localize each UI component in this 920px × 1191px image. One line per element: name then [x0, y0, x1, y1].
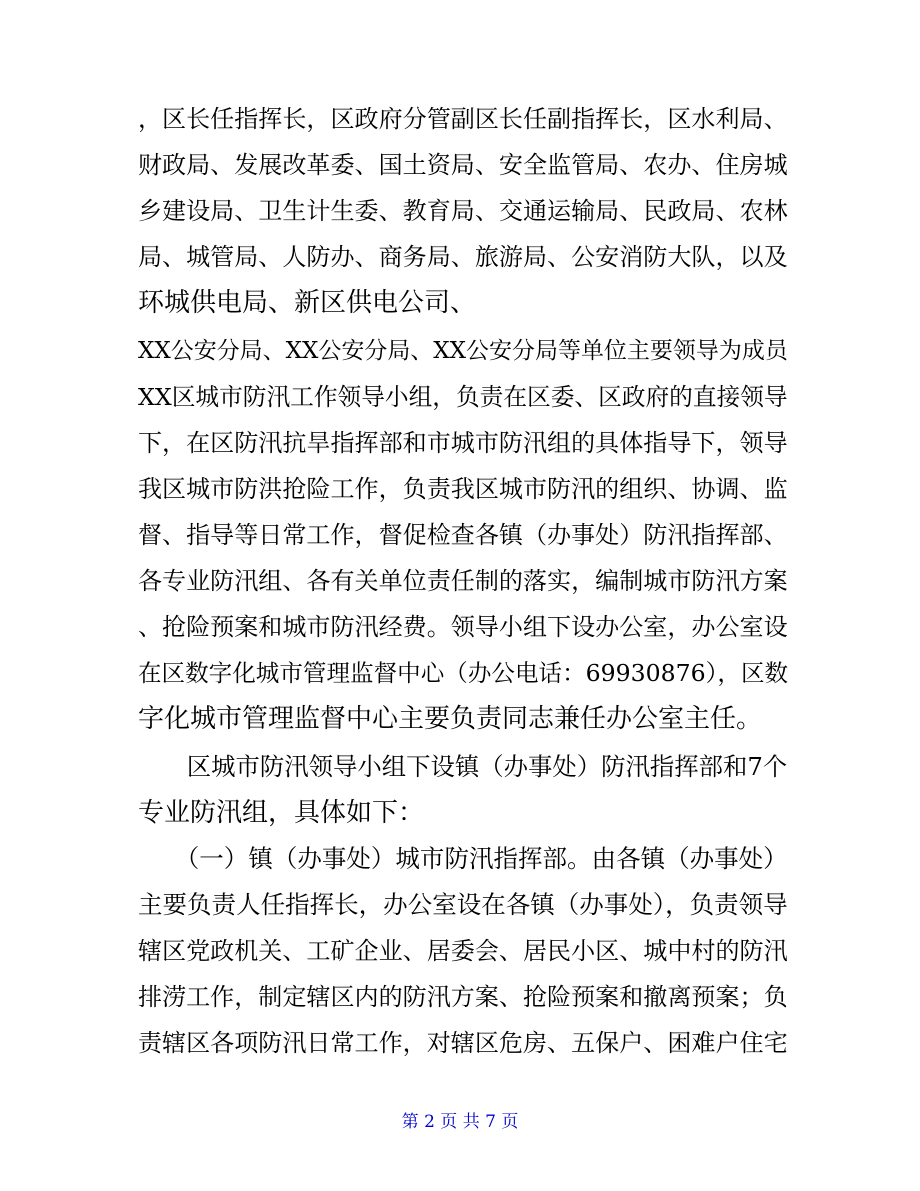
text-line: 财政局、发展改革委、国土资局、安全监管局、农办、住房城 [138, 151, 788, 179]
text-line: 排涝工作，制定辖区内的防汛方案、抢险预案和撤离预案；负 [138, 983, 788, 1011]
text-line: ，区长任指挥长，区政府分管副区长任副指挥长，区水利局、 [138, 105, 788, 133]
text-line: 责辖区各项防汛日常工作，对辖区危房、五保户、困难户住宅 [138, 1029, 788, 1057]
text-line: 字化城市管理监督中心主要负责同志兼任办公室主任。 [138, 704, 763, 734]
text-line: XX区城市防汛工作领导小组，负责在区委、区政府的直接领导 [138, 383, 788, 411]
text-line: 区城市防汛领导小组下设镇（办事处）防汛指挥部和7个 [138, 752, 788, 781]
text-line: 下，在区防汛抗旱指挥部和市城市防汛组的具体指导下，领导 [138, 429, 788, 457]
text-line: 专业防汛组，具体如下： [138, 798, 425, 828]
text-line: 局、城管局、人防办、商务局、旅游局、公安消防大队，以及 [138, 243, 788, 271]
text-line: 各专业防汛组、各有关单位责任制的落实，编制城市防汛方案 [138, 567, 788, 595]
text-line: 乡建设局、卫生计生委、教育局、交通运输局、民政局、农林 [138, 197, 788, 225]
text-line: 督、指导等日常工作，督促检查各镇（办事处）防汛指挥部、 [138, 521, 788, 549]
text-line: 环城供电局、新区供电公司、 [138, 288, 477, 318]
text-line: 主要负责人任指挥长，办公室设在各镇（办事处），负责领导 [138, 890, 788, 919]
text-line: 辖区党政机关、工矿企业、居委会、居民小区、城中村的防汛 [138, 937, 788, 965]
text-line: XX公安分局、XX公安分局、XX公安分局等单位主要领导为成员 [138, 338, 788, 364]
text-line: 在区数字化城市管理监督中心（办公电话：69930876），区数 [138, 659, 789, 687]
page-number-footer: 第 2 页 共 7 页 [401, 1112, 519, 1132]
text-line: 我区城市防洪抢险工作，负责我区城市防汛的组织、协调、监 [138, 475, 788, 503]
text-line: 、抢险预案和城市防汛经费。领导小组下设办公室，办公室设 [138, 613, 788, 641]
text-line: （一）镇（办事处）城市防汛指挥部。由各镇（办事处） [138, 844, 788, 873]
